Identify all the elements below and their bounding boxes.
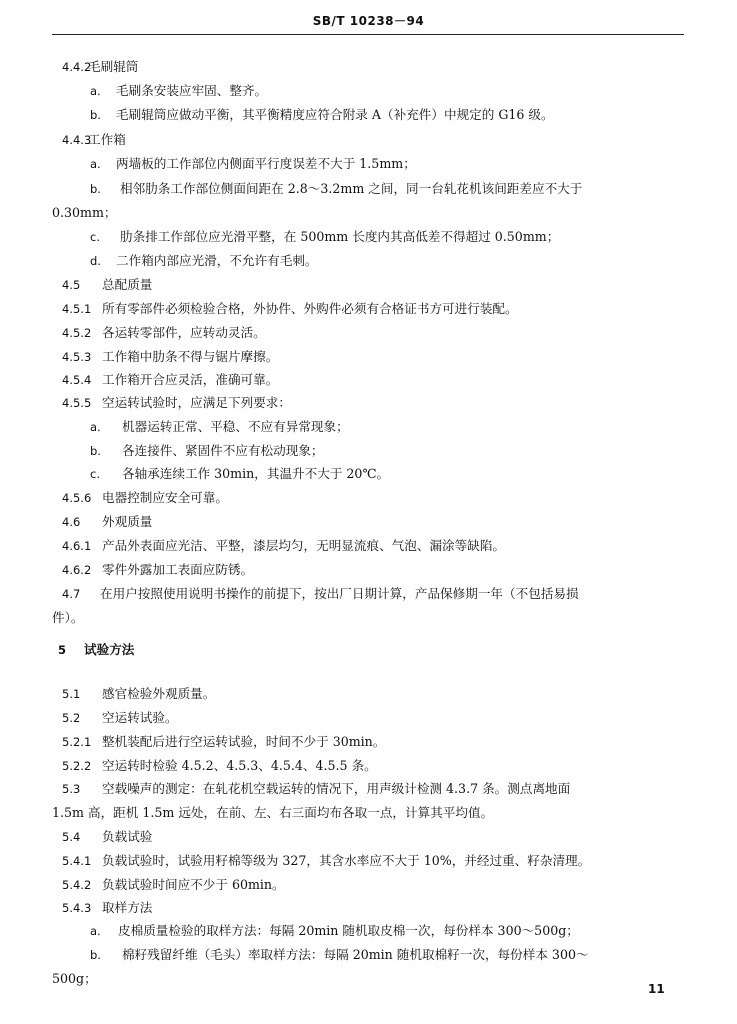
clause-text: 电器控制应安全可靠。	[102, 490, 228, 505]
clause-text: 各连接件、紧固件不应有松动现象；	[122, 443, 324, 458]
clause-number: 4.5.6	[62, 491, 92, 505]
clause-text: 外观质量	[102, 514, 153, 529]
clause-text: 产品外表面应光洁、平整，漆层均匀，无明显流痕、气泡、漏涂等缺陷。	[102, 538, 505, 553]
clause-text: 负载试验时，试验用籽棉等级为 327，其含水率应不大于 10%，并经过重、籽杂清理。	[102, 853, 591, 868]
clause-number: 4.6.1	[62, 539, 92, 553]
clause-number: a.	[90, 420, 101, 434]
text-line	[90, 180, 582, 198]
text-line	[62, 324, 266, 342]
clause-text: 件）。	[52, 610, 84, 625]
clause-number: a.	[90, 157, 101, 171]
text-line	[62, 513, 152, 531]
clause-number: c.	[90, 230, 100, 244]
text-line	[52, 970, 97, 988]
standard-header: SB/T 10238－94	[312, 14, 425, 28]
clause-number: 4.4.2	[62, 60, 92, 74]
clause-number: 4.5.4	[62, 373, 92, 387]
clause-number: b.	[90, 182, 101, 196]
clause-text: 总配质量	[102, 277, 153, 292]
text-line	[62, 828, 152, 846]
clause-number: 5.4	[62, 830, 81, 844]
clause-text: 各运转零部件，应转动灵活。	[102, 325, 266, 340]
text-line	[90, 252, 318, 270]
header-rule	[52, 34, 684, 35]
clause-text: 工作箱中肋条不得与锯片摩擦。	[102, 349, 279, 364]
text-line	[52, 804, 493, 822]
clause-number: b.	[90, 948, 101, 962]
text-line	[62, 131, 126, 149]
text-line	[62, 561, 253, 579]
clause-number: 4.5	[62, 278, 81, 292]
clause-text: 负载试验	[102, 829, 153, 844]
clause-number: a.	[90, 84, 101, 98]
text-line	[62, 780, 570, 798]
clause-number: b.	[90, 444, 101, 458]
clause-text: 毛刷条安装应牢固、整齐。	[116, 83, 268, 98]
text-line	[62, 394, 291, 412]
text-line	[62, 685, 215, 703]
clause-number: 5	[58, 643, 67, 657]
text-line	[62, 899, 152, 917]
text-line	[62, 757, 377, 775]
text-line	[62, 876, 285, 894]
clause-number: b.	[90, 108, 101, 122]
clause-text: 空载噪声的测定：在轧花机空载运转的情况下，用声级计检测 4.3.7 条。测点离地面	[102, 781, 571, 796]
clause-text: 零件外露加工表面应防锈。	[102, 562, 254, 577]
clause-number: 5.2.1	[62, 735, 92, 749]
text-line	[90, 465, 389, 483]
text-line	[90, 106, 554, 124]
clause-number: 5.1	[62, 687, 81, 701]
text-line	[62, 276, 152, 294]
clause-number: 4.6.2	[62, 563, 92, 577]
text-line	[52, 609, 83, 627]
clause-number: 4.5.3	[62, 350, 92, 364]
clause-number: 4.5.5	[62, 396, 92, 410]
clause-text: 1.5m 高，距机 1.5m 远处，在前、左、右三面均布各取一点，计算其平均值。	[52, 805, 494, 820]
clause-text: 负载试验时间应不少于 60min。	[102, 877, 285, 892]
clause-text: 毛刷辊筒应做动平衡，其平衡精度应符合附录 A（补充件）中规定的 G16 级。	[116, 107, 554, 122]
text-line	[62, 348, 278, 366]
text-line	[90, 946, 589, 964]
clause-text: 毛刷辊筒	[88, 59, 139, 74]
clause-text: 二作箱内部应光滑，不允许有毛刺。	[116, 253, 318, 268]
text-line	[62, 300, 518, 318]
clause-number: 5.2	[62, 711, 81, 725]
clause-text: 棉籽残留纤维（毛头）率取样方法：每隔 20min 随机取棉籽一次，每份样本 300～	[122, 947, 589, 962]
text-line	[90, 228, 559, 246]
clause-text: 所有零部件必须检验合格，外协件、外购件必须有合格证书方可进行装配。	[102, 301, 518, 316]
clause-text: 相邻肋条工作部位侧面间距在 2.8～3.2mm 之间，同一台轧花机该间距差应不大于	[120, 181, 583, 196]
clause-number: 5.3	[62, 782, 81, 796]
clause-number: 4.5.2	[62, 326, 92, 340]
text-line	[62, 58, 138, 76]
text-line	[62, 709, 178, 727]
clause-number: 4.4.3	[62, 133, 92, 147]
text-line	[62, 489, 228, 507]
clause-text: 工作箱开合应灵活，准确可靠。	[102, 372, 279, 387]
clause-text: 在用户按照使用说明书操作的前提下，按出厂日期计算，产品保修期一年（不包括易损	[100, 586, 579, 601]
clause-number: 4.5.1	[62, 302, 92, 316]
text-line	[62, 585, 579, 603]
clause-text: 机器运转正常、平稳、不应有异常现象；	[122, 419, 349, 434]
clause-text: 空运转试验。	[102, 710, 178, 725]
clause-number: 5.2.2	[62, 759, 92, 773]
text-line	[90, 418, 349, 436]
clause-number: 5.4.2	[62, 878, 92, 892]
text-line	[62, 537, 505, 555]
clause-number: 4.7	[62, 587, 81, 601]
clause-text: 整机装配后进行空运转试验，时间不少于 30min。	[102, 734, 386, 749]
clause-text: 空运转试验时，应满足下列要求：	[102, 395, 291, 410]
clause-text: 工作箱	[88, 132, 126, 147]
clause-number: 5.4.1	[62, 854, 92, 868]
clause-number: d.	[90, 254, 101, 268]
text-line	[62, 371, 278, 389]
text-line	[58, 641, 134, 659]
clause-text: 取样方法	[102, 900, 153, 915]
clause-text: 感官检验外观质量。	[102, 686, 216, 701]
text-line	[90, 82, 267, 100]
clause-number: 5.4.3	[62, 901, 92, 915]
text-line	[52, 204, 117, 222]
text-line	[90, 922, 579, 940]
page-number: 11	[648, 982, 665, 996]
text-line	[90, 442, 324, 460]
clause-text: 500g；	[52, 971, 97, 986]
text-line	[90, 155, 416, 173]
clause-text: 肋条排工作部位应光滑平整，在 500mm 长度内其高低差不得超过 0.50mm；	[120, 229, 560, 244]
clause-number: 4.6	[62, 515, 81, 529]
clause-text: 空运转时检验 4.5.2、4.5.3、4.5.4、4.5.5 条。	[102, 758, 377, 773]
clause-text: 试验方法	[84, 642, 135, 657]
clause-text: 两墙板的工作部位内侧面平行度误差不大于 1.5mm；	[116, 156, 416, 171]
text-line	[62, 733, 385, 751]
clause-text: 0.30mm；	[52, 205, 117, 220]
clause-text: 各轴承连续工作 30min，其温升不大于 20℃。	[122, 466, 390, 481]
text-line	[62, 852, 590, 870]
clause-number: c.	[90, 467, 100, 481]
clause-text: 皮棉质量检验的取样方法：每隔 20min 随机取皮棉一次，每份样本 300～500g；	[118, 923, 579, 938]
clause-number: a.	[90, 924, 101, 938]
